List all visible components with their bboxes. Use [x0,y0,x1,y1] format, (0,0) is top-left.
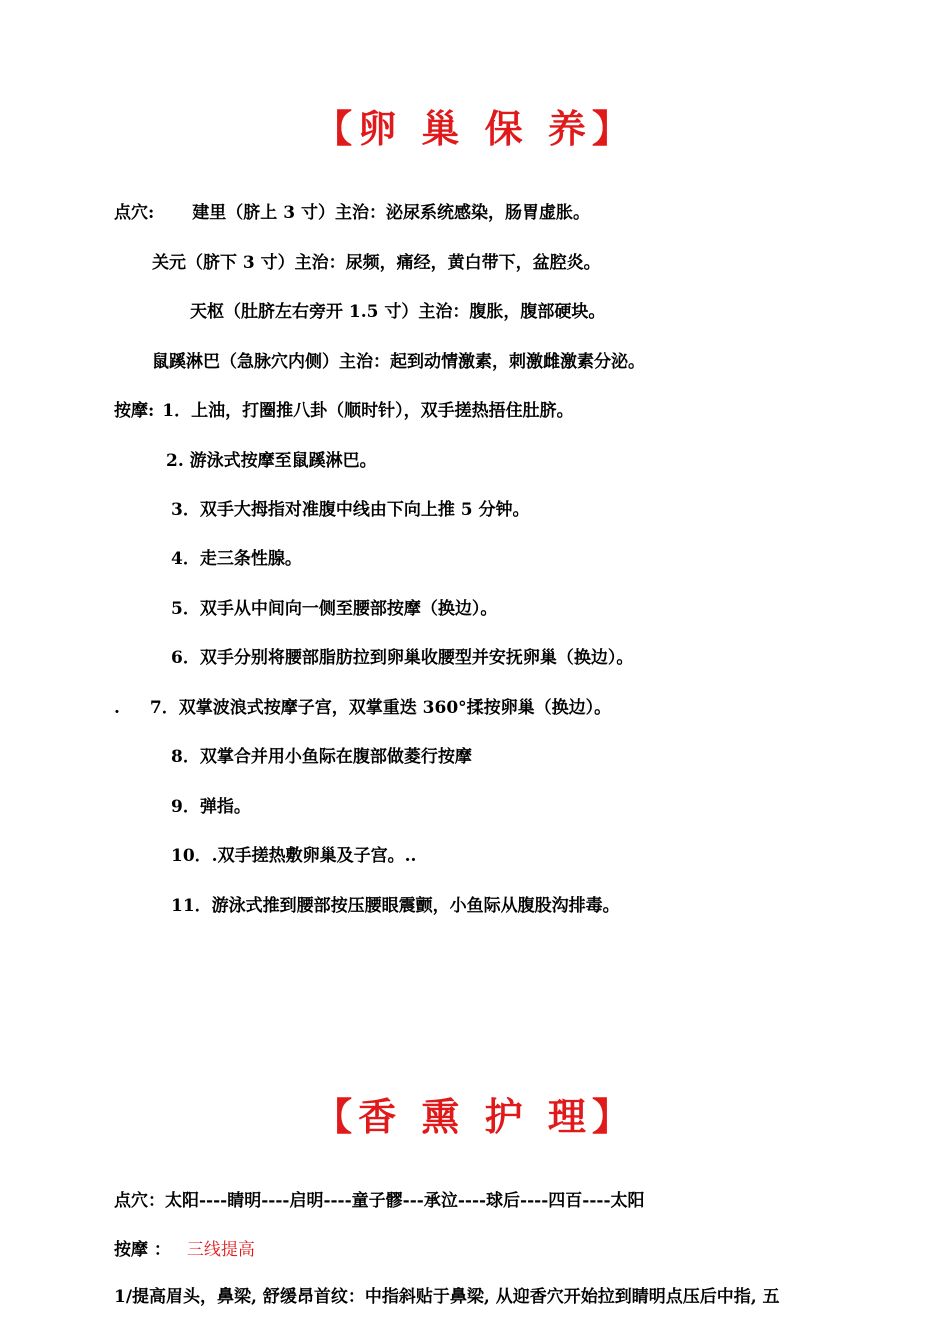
section-title-ovary-care: 【卵 巢 保 养】 [314,106,636,151]
acupoint-lymph: 鼠蹊淋巴（急脉穴内侧）主治：起到动情激素，刺激雌激素分泌。 [152,352,645,372]
massage-step-1: 1．上油，打圈推八卦（顺时针），双手搓热捂住肚脐。 [162,401,574,421]
aroma-massage-line [114,1239,255,1261]
acupoints-label: 点穴: [114,203,155,223]
massage-step-2: 2. 游泳式按摩至鼠蹊淋巴。 [166,451,377,471]
massage-step-10: 10．.双手搓热敷卵巢及子宫。.. [171,846,417,866]
section-title-aroma-care: 【香 熏 护 理】 [314,1094,636,1139]
aroma-massage-label: 按摩 ： [114,1240,171,1260]
massage-step-11: 11．游泳式推到腰部按压腰眼震颤，小鱼际从腹股沟排毒。 [171,896,620,916]
massage-step-1-line [114,400,574,422]
massage-step-4: 4．走三条性腺。 [171,549,302,569]
massage-step-7: 7．双掌波浪式按摩子宫，双掌重迭 360°揉按卵巢（换边）。 [149,698,612,718]
aroma-step-1: 1/提高眉头，鼻梁, 舒缓昂首纹：中指斜贴于鼻梁, 从迎香穴开始拉到睛明点压后中指, 五 [114,1287,780,1307]
massage-step-5: 5．双手从中间向一侧至腰部按摩（换边）。 [171,599,498,619]
massage-step-3: 3．双手大拇指对准腹中线由下向上推 5 分钟。 [171,500,530,520]
acupoint-guanyuan: 关元（脐下 3 寸）主治：尿频，痛经，黄白带下，盆腔炎。 [152,253,601,273]
massage-step-8: 8．双掌合并用小鱼际在腹部做菱行按摩 [171,747,472,767]
massage-step-6: 6．双手分别将腰部脂肪拉到卵巢收腰型并安抚卵巢（换边）。 [171,648,634,668]
acupoint-line-1 [114,202,590,224]
step-7-prefix: . [114,698,120,718]
acupoint-tianshu: 天枢（肚脐左右旁开 1.5 寸）主治：腹胀，腹部硬块。 [190,302,606,322]
three-line-lift-label: 三线提高 [186,1240,255,1260]
massage-step-7-line [114,697,611,719]
massage-step-9: 9．弹指。 [171,797,251,817]
acupoint-jianli: 建里（脐上 3 寸）主治：泌尿系统感染，肠胃虚胀。 [192,203,590,223]
massage-label: 按摩: [114,401,155,421]
aroma-acupoints: 点穴：太阳----睛明----启明----童子髎---承泣----球后----四百----太阳 [114,1191,645,1211]
